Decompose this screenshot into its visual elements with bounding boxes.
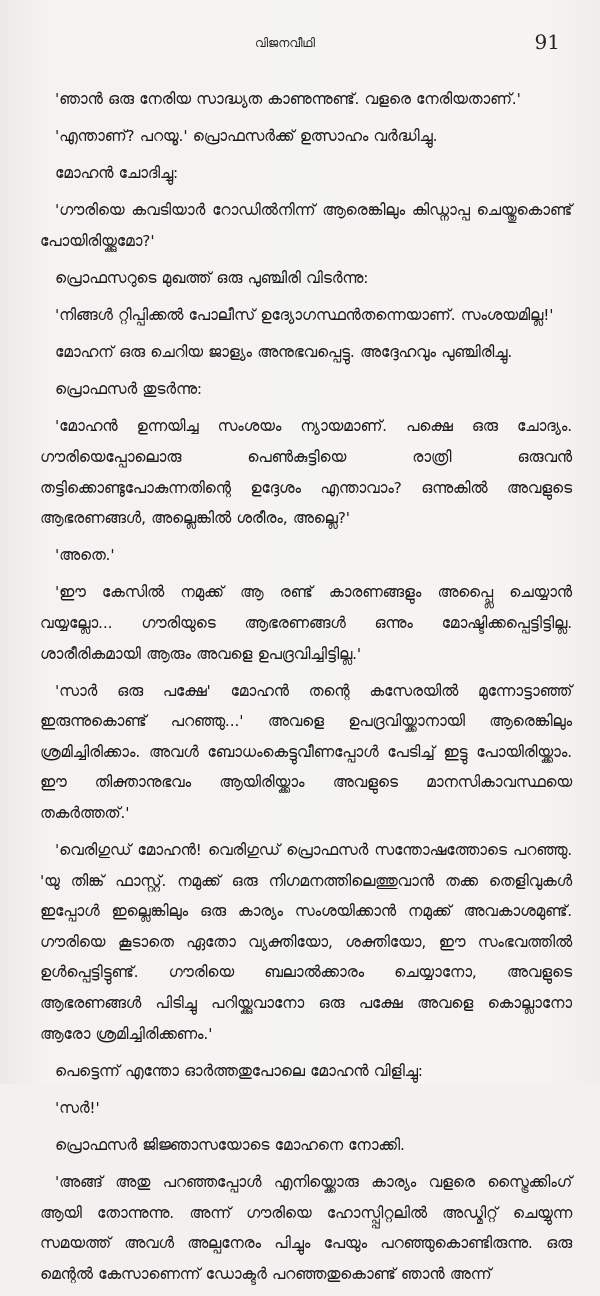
paragraph: 'സാർ ഒരു പക്ഷേ' മോഹൻ തന്റെ കസേരയിൽ മുന്നോട്ടാഞ്ഞ് ഇരുന്നുകൊണ്ട് പറഞ്ഞു...' അവളെ ഉപദ്രവിയ്ക്കാനായി ആരെങ്കിലും ശ്രമിച്ചിരിക്കാം. അവൾ ബോധംകെട്ടുവീണപ്പോൾ പേടിച്ച് ഇട്ടു പോയിരിയ്ക്കാം. ഈ തിക്താനുഭവം ആയിരിയ്ക്കാം അവളുടെ മാനസികാവസ്ഥയെ തകർത്തത്.' bbox=[40, 681, 572, 822]
paragraph: മോഹന് ഒരു ചെറിയ ജാള്യം അനുഭവപ്പെട്ടു. അദ്ദേഹവും പുഞ്ചിരിച്ചു. bbox=[55, 343, 513, 362]
paragraph: മോഹൻ ചോദിച്ചു: bbox=[55, 164, 179, 183]
paragraph: 'സർ!' bbox=[55, 1098, 100, 1117]
paragraph: 'ഗൗരിയെ കവടിയാർ റോഡിൽനിന്ന് ആരെങ്കിലും കിഡ്നാപ്പ ചെയ്തുകൊണ്ട് പോയിരിയ്ക്കുമോ?' bbox=[40, 201, 572, 250]
page-number: 91 bbox=[534, 30, 560, 54]
paragraph: 'ഈ കേസിൽ നമുക്ക് ആ രണ്ട് കാരണങ്ങളും അപ്പ്ലൈ ചെയ്യാൻ വയ്യല്ലോ... ഗൗരിയുടെ ആഭരണങ്ങൾ ഒന്നും മോഷ്ടിക്കപ്പെട്ടിട്ടില്ല. ശാരീരികമായി ആരും അവളെ ഉപദ്രവിച്ചിട്ടില്ല.' bbox=[40, 583, 572, 663]
paragraph: 'അങ്ങ് അതു പറഞ്ഞപ്പോൾ എനിയ്ക്കൊരു കാര്യം വളരെ സ്ട്രൈക്കിംഗ് ആയി തോന്നുന്നു. അന്ന് ഗൗരിയെ ഹോസ്പ്പിറ്റലിൽ അഡ്മിറ്റ് ചെയ്യുന്ന സമയത്ത് അവൾ അല്പനേരം പിച്ചും പേയും പറഞ്ഞുകൊണ്ടിരുന്നു. ഒരു മെന്റൽ കേസാണെന്ന് ഡോക്ടർ പറഞ്ഞതുകൊണ്ട് ഞാൻ അന്ന് bbox=[40, 1173, 572, 1283]
paragraph: 'മോഹൻ ഉന്നയിച്ച സംശയം ന്യായമാണ്. പക്ഷെ ഒരു ചോദ്യം. ഗൗരിയെപ്പോലൊരു പെൺകുട്ടിയെ രാത്രി ഒരുവൻ തട്ടിക്കൊണ്ടുപോകുന്നതിന്റെ ഉദ്ദേശം എന്താവാം? ഒന്നുകിൽ അവളുടെ ആഭരണങ്ങൾ, അല്ലെങ്കിൽ ശരീരം, അല്ലെ?' bbox=[40, 417, 572, 528]
body-text bbox=[40, 84, 572, 1296]
page-header bbox=[0, 30, 600, 60]
paragraph: 'ഞാൻ ഒരു നേരിയ സാദ്ധ്യത കാണുന്നുണ്ട്. വളരെ നേരിയതാണ്.' bbox=[55, 90, 521, 108]
paragraph: പെട്ടെന്ന് എന്തോ ഓർത്തതുപോലെ മോഹൻ വിളിച്ചു: bbox=[55, 1061, 423, 1080]
paragraph: 'നിങ്ങൾ റ്റിപ്പിക്കൽ പോലീസ് ഉദ്യോഗസ്ഥൻതന്നെയാണ്. സംശയമില്ല!' bbox=[55, 306, 554, 325]
paragraph: പ്രൊഫസറുടെ മുഖത്ത് ഒരു പുഞ്ചിരി വിടർന്നു: bbox=[55, 268, 369, 287]
paragraph: 'എന്താണ്? പറയൂ.' പ്രൊഫസർക്ക് ഉത്സാഹം വർദ്ധിച്ചു. bbox=[55, 127, 438, 146]
paragraph: പ്രൊഫസർ ജിജ്ഞാസയോടെ മോഹനെ നോക്കി. bbox=[55, 1135, 405, 1154]
paragraph: പ്രൊഫസർ തുടർന്നു: bbox=[55, 380, 202, 399]
paragraph: 'വെരിഗുഡ് മോഹൻ! വെരിഗുഡ് പ്രൊഫസർ സന്തോഷത്തോടെ പറഞ്ഞു. 'യു തിങ്ക് ഫാസ്റ്റ്. നമുക്ക് ഒരു നിഗമനത്തിലെത്തുവാൻ തക്ക തെളിവുകൾ ഇപ്പോൾ ഇല്ലെങ്കിലും ഒരു കാര്യം സംശയിക്കാൻ നമുക്ക് അവകാശമുണ്ട്. ഗൗരിയെ കൂടാതെ ഏതോ വ്യക്തിയോ, ശക്തിയോ, ഈ സംഭവത്തിൽ ഉൾപ്പെട്ടിട്ടുണ്ട്. ഗൗരിയെ ബലാൽക്കാരം ചെയ്യാനോ, അവളുടെ ആഭരണങ്ങൾ പിടിച്ചു പറിയ്ക്കുവാനോ ഒരു പക്ഷേ അവളെ കൊല്ലാനോ ആരോ ശ്രമിച്ചിരിക്കണം.' bbox=[40, 841, 572, 1043]
paragraph: 'അതെ.' bbox=[55, 546, 115, 565]
running-title: വിജനവീഥി bbox=[255, 36, 315, 50]
